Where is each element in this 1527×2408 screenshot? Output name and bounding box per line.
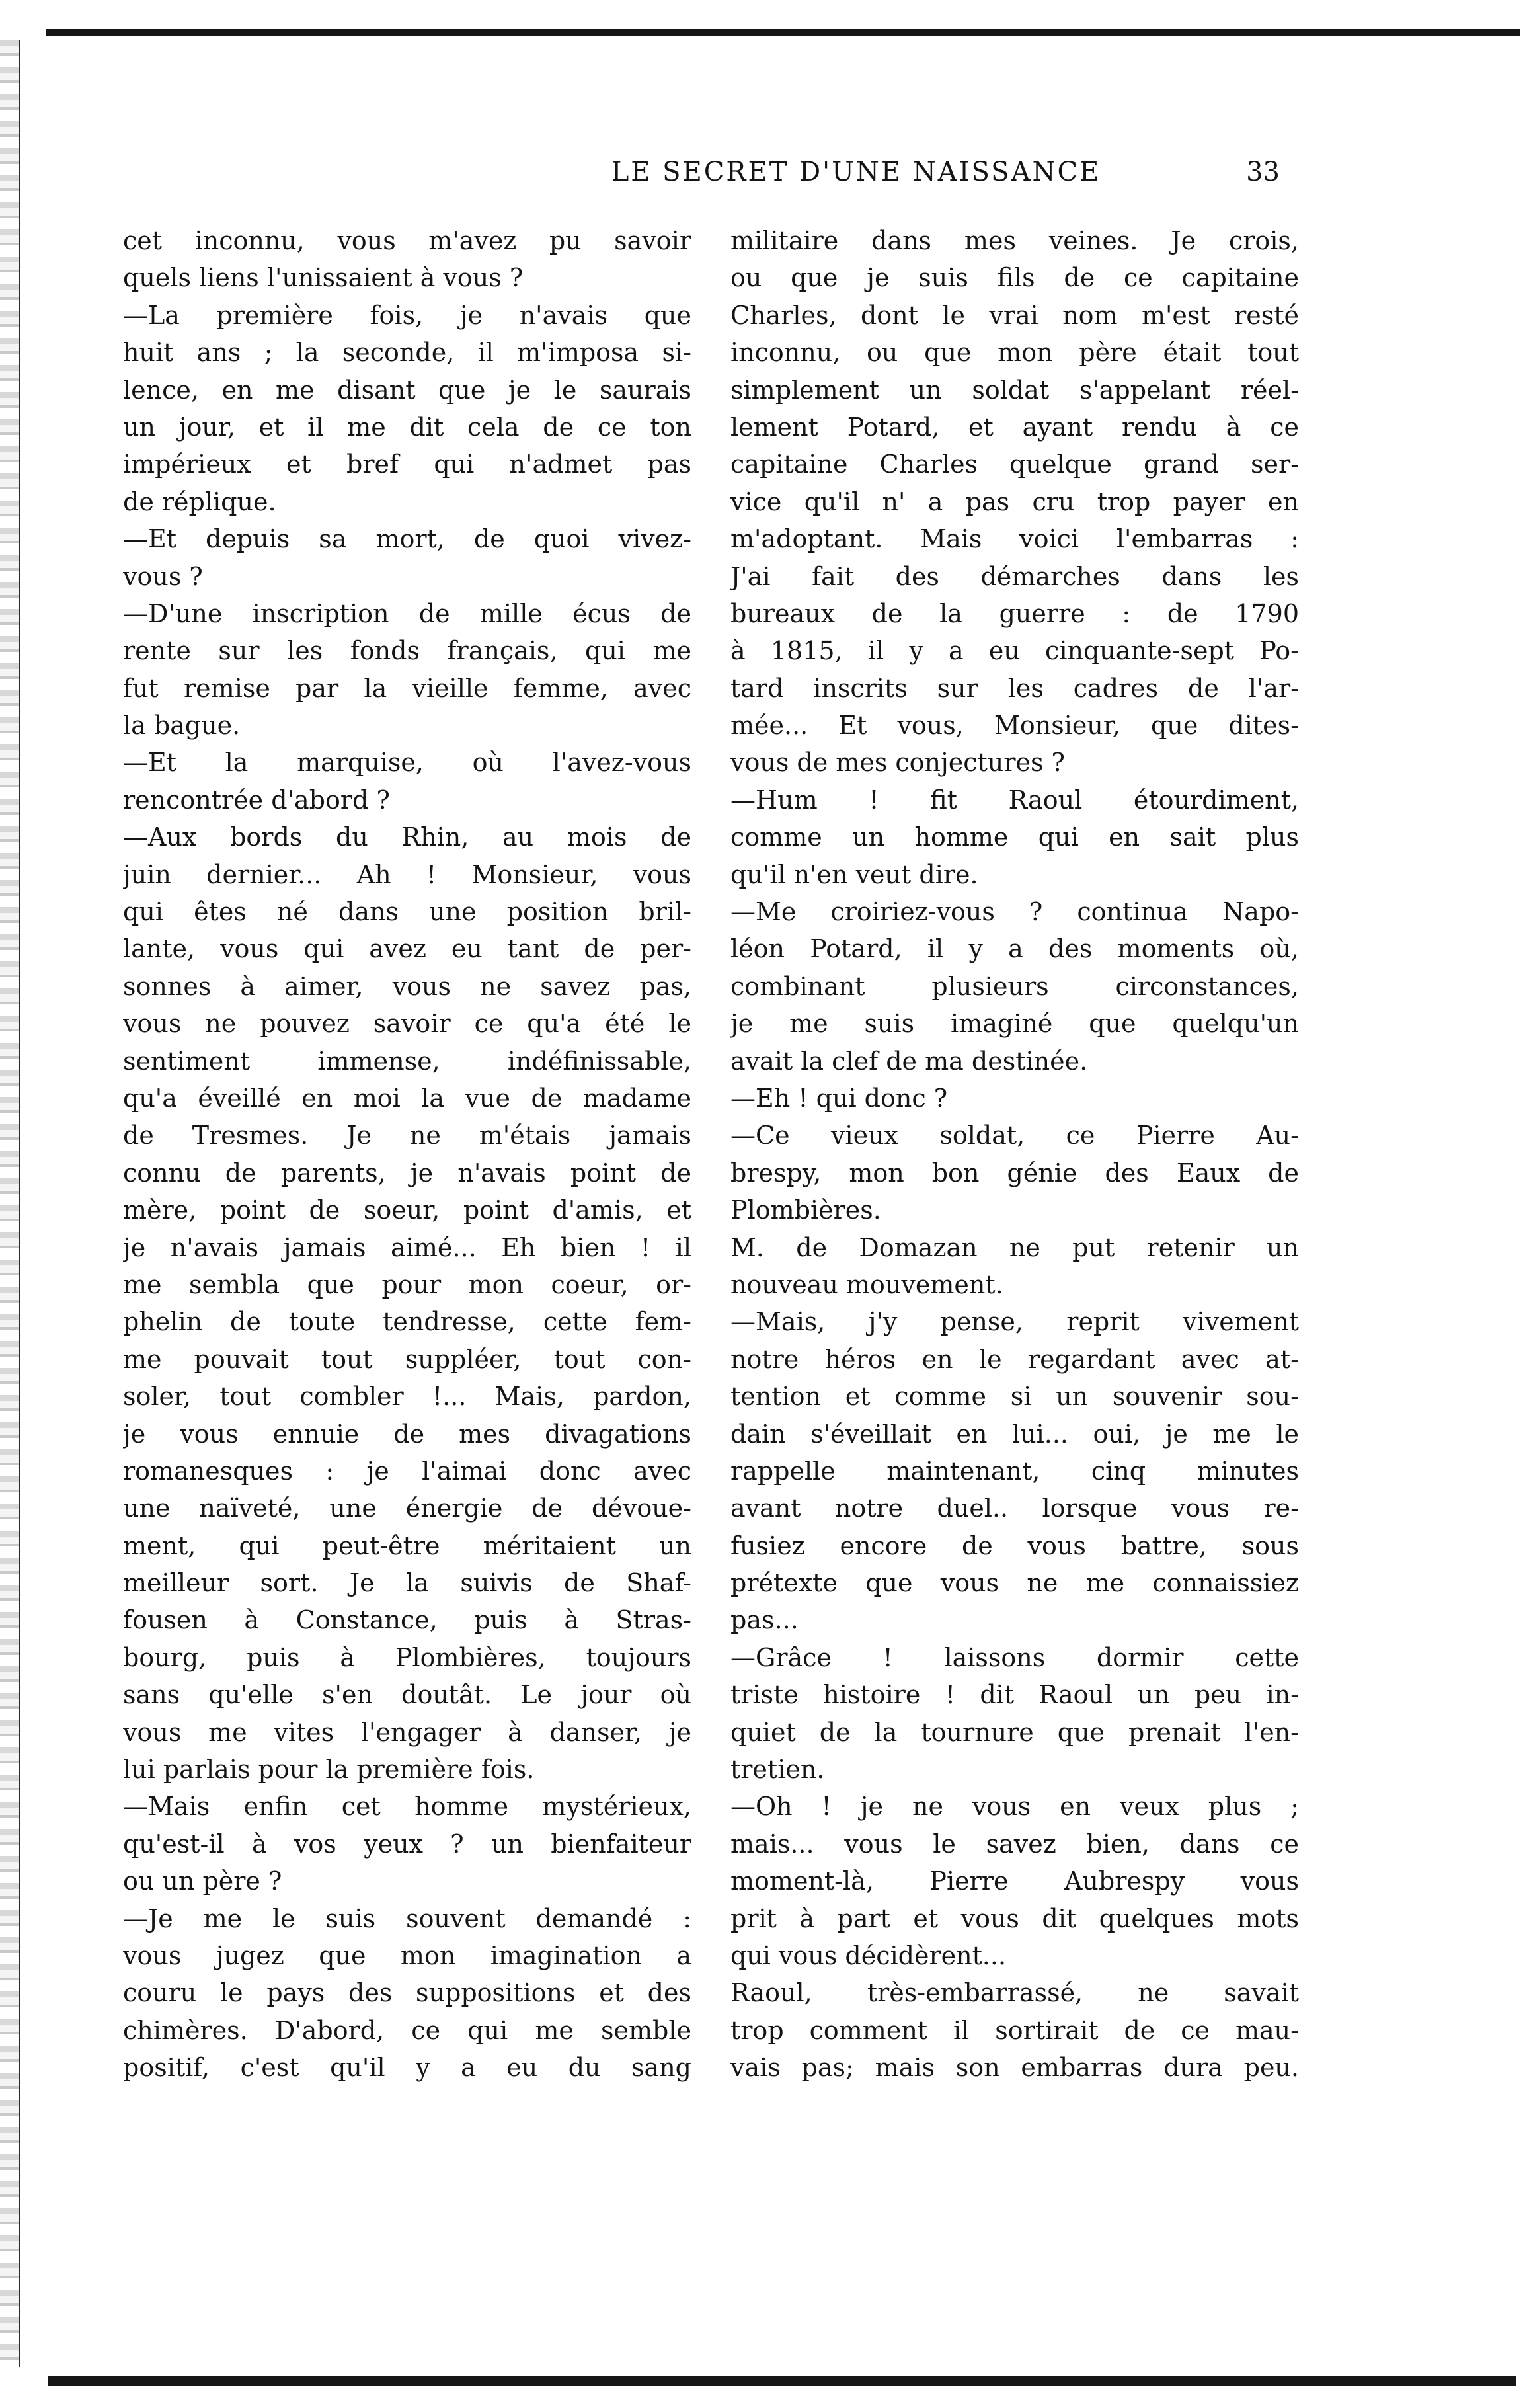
text-line: —Oh ! je ne vous en veux plus ; (730, 1792, 1299, 1822)
text-line: la bague. (123, 711, 241, 741)
text-line: mée... Et vous, Monsieur, que dites- (730, 711, 1299, 741)
text-line: tretien. (730, 1755, 825, 1785)
text-line: de Tresmes. Je ne m'étais jamais (123, 1121, 691, 1150)
text-line: rente sur les fonds français, qui me (123, 636, 691, 666)
text-line: rappelle maintenant, cinq minutes (730, 1456, 1299, 1486)
text-line: —Ce vieux soldat, ce Pierre Au- (730, 1121, 1299, 1150)
text-line: tard inscrits sur les cadres de l'ar- (730, 673, 1299, 703)
text-line: soler, tout combler !... Mais, pardon, (123, 1382, 691, 1412)
text-line: romanesques : je l'aimai donc avec (123, 1456, 691, 1486)
text-line: notre héros en le regardant avec at- (730, 1344, 1299, 1374)
text-line: sentiment immense, indéfinissable, (123, 1046, 691, 1076)
text-line: tention et comme si un souvenir sou- (730, 1382, 1299, 1412)
text-line: J'ai fait des démarches dans les (730, 561, 1299, 591)
text-line: dain s'éveillait en lui... oui, je me le (730, 1419, 1299, 1449)
text-line: me sembla que pour mon coeur, or- (123, 1269, 691, 1299)
text-line: m'adoptant. Mais voici l'embarras : (730, 524, 1299, 554)
text-line: avait la clef de ma destinée. (730, 1046, 1088, 1076)
text-line: je vous ennuie de mes divagations (123, 1419, 691, 1449)
scanned-page-edge (0, 40, 20, 2367)
text-line: mais... vous le savez bien, dans ce (730, 1829, 1299, 1859)
text-line: qu'a éveillé en moi la vue de madame (123, 1083, 691, 1113)
text-line: triste histoire ! dit Raoul un peu in- (730, 1680, 1299, 1710)
text-line: sonnes à aimer, vous ne savez pas, (123, 971, 691, 1001)
text-line: meilleur sort. Je la suivis de Shaf- (123, 1568, 691, 1598)
text-line: inconnu, ou que mon père était tout (730, 338, 1299, 368)
text-line: —Mais, j'y pense, reprit vivement (730, 1307, 1299, 1337)
text-line: qu'est-il à vos yeux ? un bienfaiteur (123, 1829, 691, 1859)
text-line: impérieux et bref qui n'admet pas (123, 450, 691, 479)
text-line: Raoul, très-embarrassé, ne savait (730, 1978, 1299, 2008)
page-number: 33 (1246, 157, 1280, 187)
text-line: positif, c'est qu'il y a eu du sang (123, 2053, 691, 2083)
text-line: moment-là, Pierre Aubrespy vous (730, 1866, 1299, 1896)
text-line: —D'une inscription de mille écus de (123, 598, 691, 628)
text-line: vous ? (123, 561, 203, 591)
text-line: —Eh ! qui donc ? (730, 1083, 948, 1113)
text-line: —Me croiriez-vous ? continua Napo- (730, 897, 1299, 927)
text-line: M. de Domazan ne put retenir un (730, 1232, 1299, 1262)
text-line: bureaux de la guerre : de 1790 (730, 598, 1299, 628)
text-line: qu'il n'en veut dire. (730, 860, 978, 889)
text-line: vais pas; mais son embarras dura peu. (730, 2053, 1299, 2083)
text-line: me pouvait tout suppléer, tout con- (123, 1344, 691, 1374)
text-line: de réplique. (123, 487, 276, 516)
bottom-rule (48, 2376, 1516, 2386)
text-line: je n'avais jamais aimé... Eh bien ! il (123, 1232, 691, 1262)
text-line: vous me vites l'engager à danser, je (123, 1717, 691, 1747)
text-line: —Aux bords du Rhin, au mois de (123, 823, 691, 852)
text-line: —Mais enfin cet homme mystérieux, (123, 1792, 691, 1822)
text-line: simplement un soldat s'appelant réel- (730, 375, 1299, 405)
text-line: chimères. D'abord, ce qui me semble (123, 2015, 691, 2045)
text-line: juin dernier... Ah ! Monsieur, vous (123, 860, 691, 889)
text-line: —Et la marquise, où l'avez-vous (123, 748, 691, 778)
text-line: vous ne pouvez savoir ce qu'a été le (123, 1009, 691, 1039)
text-line: à 1815, il y a eu cinquante-sept Po- (730, 636, 1299, 666)
text-line: —Je me le suis souvent demandé : (123, 1904, 691, 1933)
text-line: lui parlais pour la première fois. (123, 1755, 535, 1785)
text-line: combinant plusieurs circonstances, (730, 971, 1299, 1001)
text-line: rencontrée d'abord ? (123, 785, 390, 815)
text-line: capitaine Charles quelque grand ser- (730, 450, 1299, 479)
text-line: ou un père ? (123, 1866, 282, 1896)
text-line: mère, point de soeur, point d'amis, et (123, 1195, 691, 1225)
text-line: cet inconnu, vous m'avez pu savoir (123, 226, 691, 255)
text-line: bourg, puis à Plombières, toujours (123, 1642, 691, 1672)
text-line: —La première fois, je n'avais que (123, 300, 691, 330)
top-rule (46, 29, 1520, 36)
text-line: vous de mes conjectures ? (730, 748, 1065, 778)
text-line: une naïveté, une énergie de dévoue- (123, 1494, 691, 1523)
running-title: LE SECRET D'UNE NAISSANCE (611, 157, 1101, 187)
text-line: quels liens l'unissaient à vous ? (123, 263, 524, 293)
text-line: quiet de la tournure que prenait l'en- (730, 1717, 1299, 1747)
text-line: lence, en me disant que je le saurais (123, 375, 691, 405)
text-line: —Hum ! fit Raoul étourdiment, (730, 785, 1299, 815)
text-line: Charles, dont le vrai nom m'est resté (730, 300, 1299, 330)
text-line: —Grâce ! laissons dormir cette (730, 1642, 1299, 1672)
text-line: —Et depuis sa mort, de quoi vivez- (123, 524, 691, 554)
text-line: pas... (730, 1605, 799, 1635)
text-line: léon Potard, il y a des moments où, (730, 934, 1299, 964)
right-text-column (730, 222, 1299, 2087)
text-line: prétexte que vous ne me connaissiez (730, 1568, 1299, 1598)
text-line: brespy, mon bon génie des Eaux de (730, 1158, 1299, 1187)
text-line: je me suis imaginé que quelqu'un (730, 1009, 1299, 1039)
text-line: qui vous décidèrent... (730, 1941, 1007, 1970)
text-line: phelin de toute tendresse, cette fem- (123, 1307, 691, 1337)
text-line: qui êtes né dans une position bril- (123, 897, 691, 927)
text-line: militaire dans mes veines. Je crois, (730, 226, 1299, 255)
text-line: connu de parents, je n'avais point de (123, 1158, 691, 1187)
text-line: avant notre duel.. lorsque vous re- (730, 1494, 1299, 1523)
text-line: Plombières. (730, 1195, 881, 1225)
text-line: nouveau mouvement. (730, 1269, 1003, 1299)
text-line: couru le pays des suppositions et des (123, 1978, 691, 2008)
left-text-column (123, 222, 691, 2087)
text-line: vice qu'il n' a pas cru trop payer en (730, 487, 1299, 516)
text-line: trop comment il sortirait de ce mau- (730, 2015, 1299, 2045)
text-line: ou que je suis fils de ce capitaine (730, 263, 1299, 293)
text-line: vous jugez que mon imagination a (123, 1941, 691, 1970)
text-line: ment, qui peut-être méritaient un (123, 1531, 691, 1560)
text-line: sans qu'elle s'en doutât. Le jour où (123, 1680, 691, 1710)
text-line: fousen à Constance, puis à Stras- (123, 1605, 691, 1635)
text-line: prit à part et vous dit quelques mots (730, 1904, 1299, 1933)
text-line: fut remise par la vieille femme, avec (123, 673, 691, 703)
text-line: un jour, et il me dit cela de ce ton (123, 412, 691, 442)
text-line: huit ans ; la seconde, il m'imposa si- (123, 338, 691, 368)
text-line: lement Potard, et ayant rendu à ce (730, 412, 1299, 442)
text-line: fusiez encore de vous battre, sous (730, 1531, 1299, 1560)
text-line: lante, vous qui avez eu tant de per- (123, 934, 691, 964)
text-line: comme un homme qui en sait plus (730, 823, 1299, 852)
